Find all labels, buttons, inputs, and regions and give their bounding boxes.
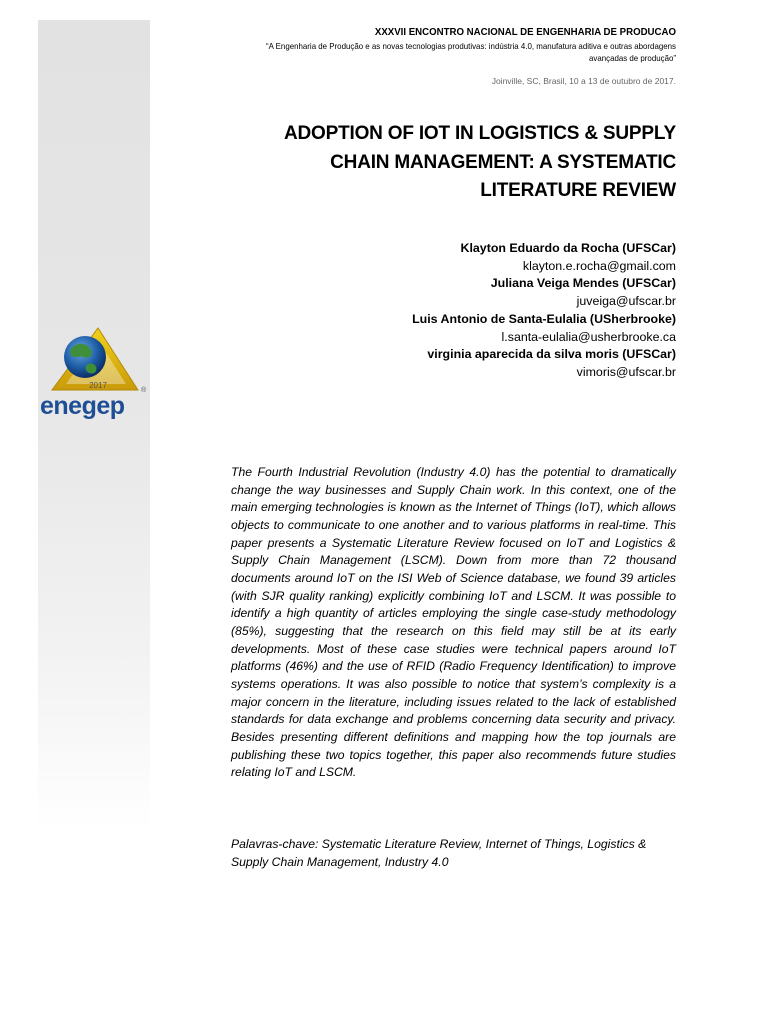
conference-location: Joinville, SC, Brasil, 10 a 13 de outubro de 2017. [491, 76, 676, 86]
author-name: virginia aparecida da silva moris (UFSCar) [427, 347, 676, 362]
logo-registered-mark: ® [141, 387, 147, 394]
conference-subtitle-line1: “A Engenharia de Produção e as novas tecnologias produtivas: indústria 4.0, manufatura aditiva e outras abordagens [265, 41, 676, 51]
sidebar-gradient-band [38, 20, 150, 830]
conference-subtitle [239, 41, 676, 64]
logo-year-text: 2017 [89, 381, 107, 390]
author-email: juveiga@ufscar.br [576, 294, 676, 309]
paper-title-line1: ADOPTION OF IOT IN LOGISTICS & SUPPLY [284, 123, 676, 144]
paper-title-line3: LITERATURE REVIEW [480, 180, 676, 201]
paper-title-line2: CHAIN MANAGEMENT: A SYSTEMATIC [330, 151, 676, 173]
author-email: vimoris@ufscar.br [576, 364, 676, 379]
keywords-paragraph: Palavras-chave: Systematic Literature Review, Internet of Things, Logistics & Supply Chain Management, Industry 4.0 [231, 837, 647, 869]
enegep-logo [38, 326, 152, 422]
author-list [296, 240, 676, 382]
conference-title: XXXVII ENCONTRO NACIONAL DE ENGENHARIA DE PRODUCAO [374, 26, 676, 38]
author-email: l.santa-eulalia@usherbrooke.ca [501, 329, 676, 344]
author-email: klayton.e.rocha@gmail.com [522, 258, 676, 273]
paper-title [246, 120, 676, 206]
author-name: Luis Antonio de Santa-Eulalia (USherbrooke) [412, 311, 676, 326]
conference-header [206, 26, 676, 86]
author-name: Juliana Veiga Mendes (UFSCar) [490, 276, 676, 291]
author-name: Klayton Eduardo da Rocha (UFSCar) [460, 241, 676, 255]
conference-subtitle-line2: avançadas de produção” [588, 52, 676, 63]
logo-wordmark-text: enegep [40, 392, 125, 420]
abstract-paragraph: The Fourth Industrial Revolution (Industry 4.0) has the potential to dramatically change the way businesses and Supply Chain work. In this context, one of the main emerging technologies is known as the Internet of Things (IoT), which allows objects to communicate to one another and to various platforms in real-time. This paper presents a Systematic Literature Review focused on IoT and Logistics & Supply Chain Management (LSCM). Down from more than 72 thousand documents around IoT on the ISI Web of Science database, we found 39 articles (with SJR quality ranking) explicitly combining IoT and LSCM. It was possible to identify a high quantity of articles employing the single case-study methodology (85%), suggesting that the research on this field may still be at its early developments. Most of these case studies were technical papers around IoT platforms (46%) and the use of RFID (Radio Frequency Identification) to improve systems operations. It was also possible to notice that system’s complexity is a major concern in the literature, including issues related to the lack of established standards for data exchange and problems concerning data security and privacy. Besides presenting different definitions and mapping how the top journals are publishing these two topics together, this paper also recommends future studies relating IoT and LSCM. [231, 465, 676, 780]
